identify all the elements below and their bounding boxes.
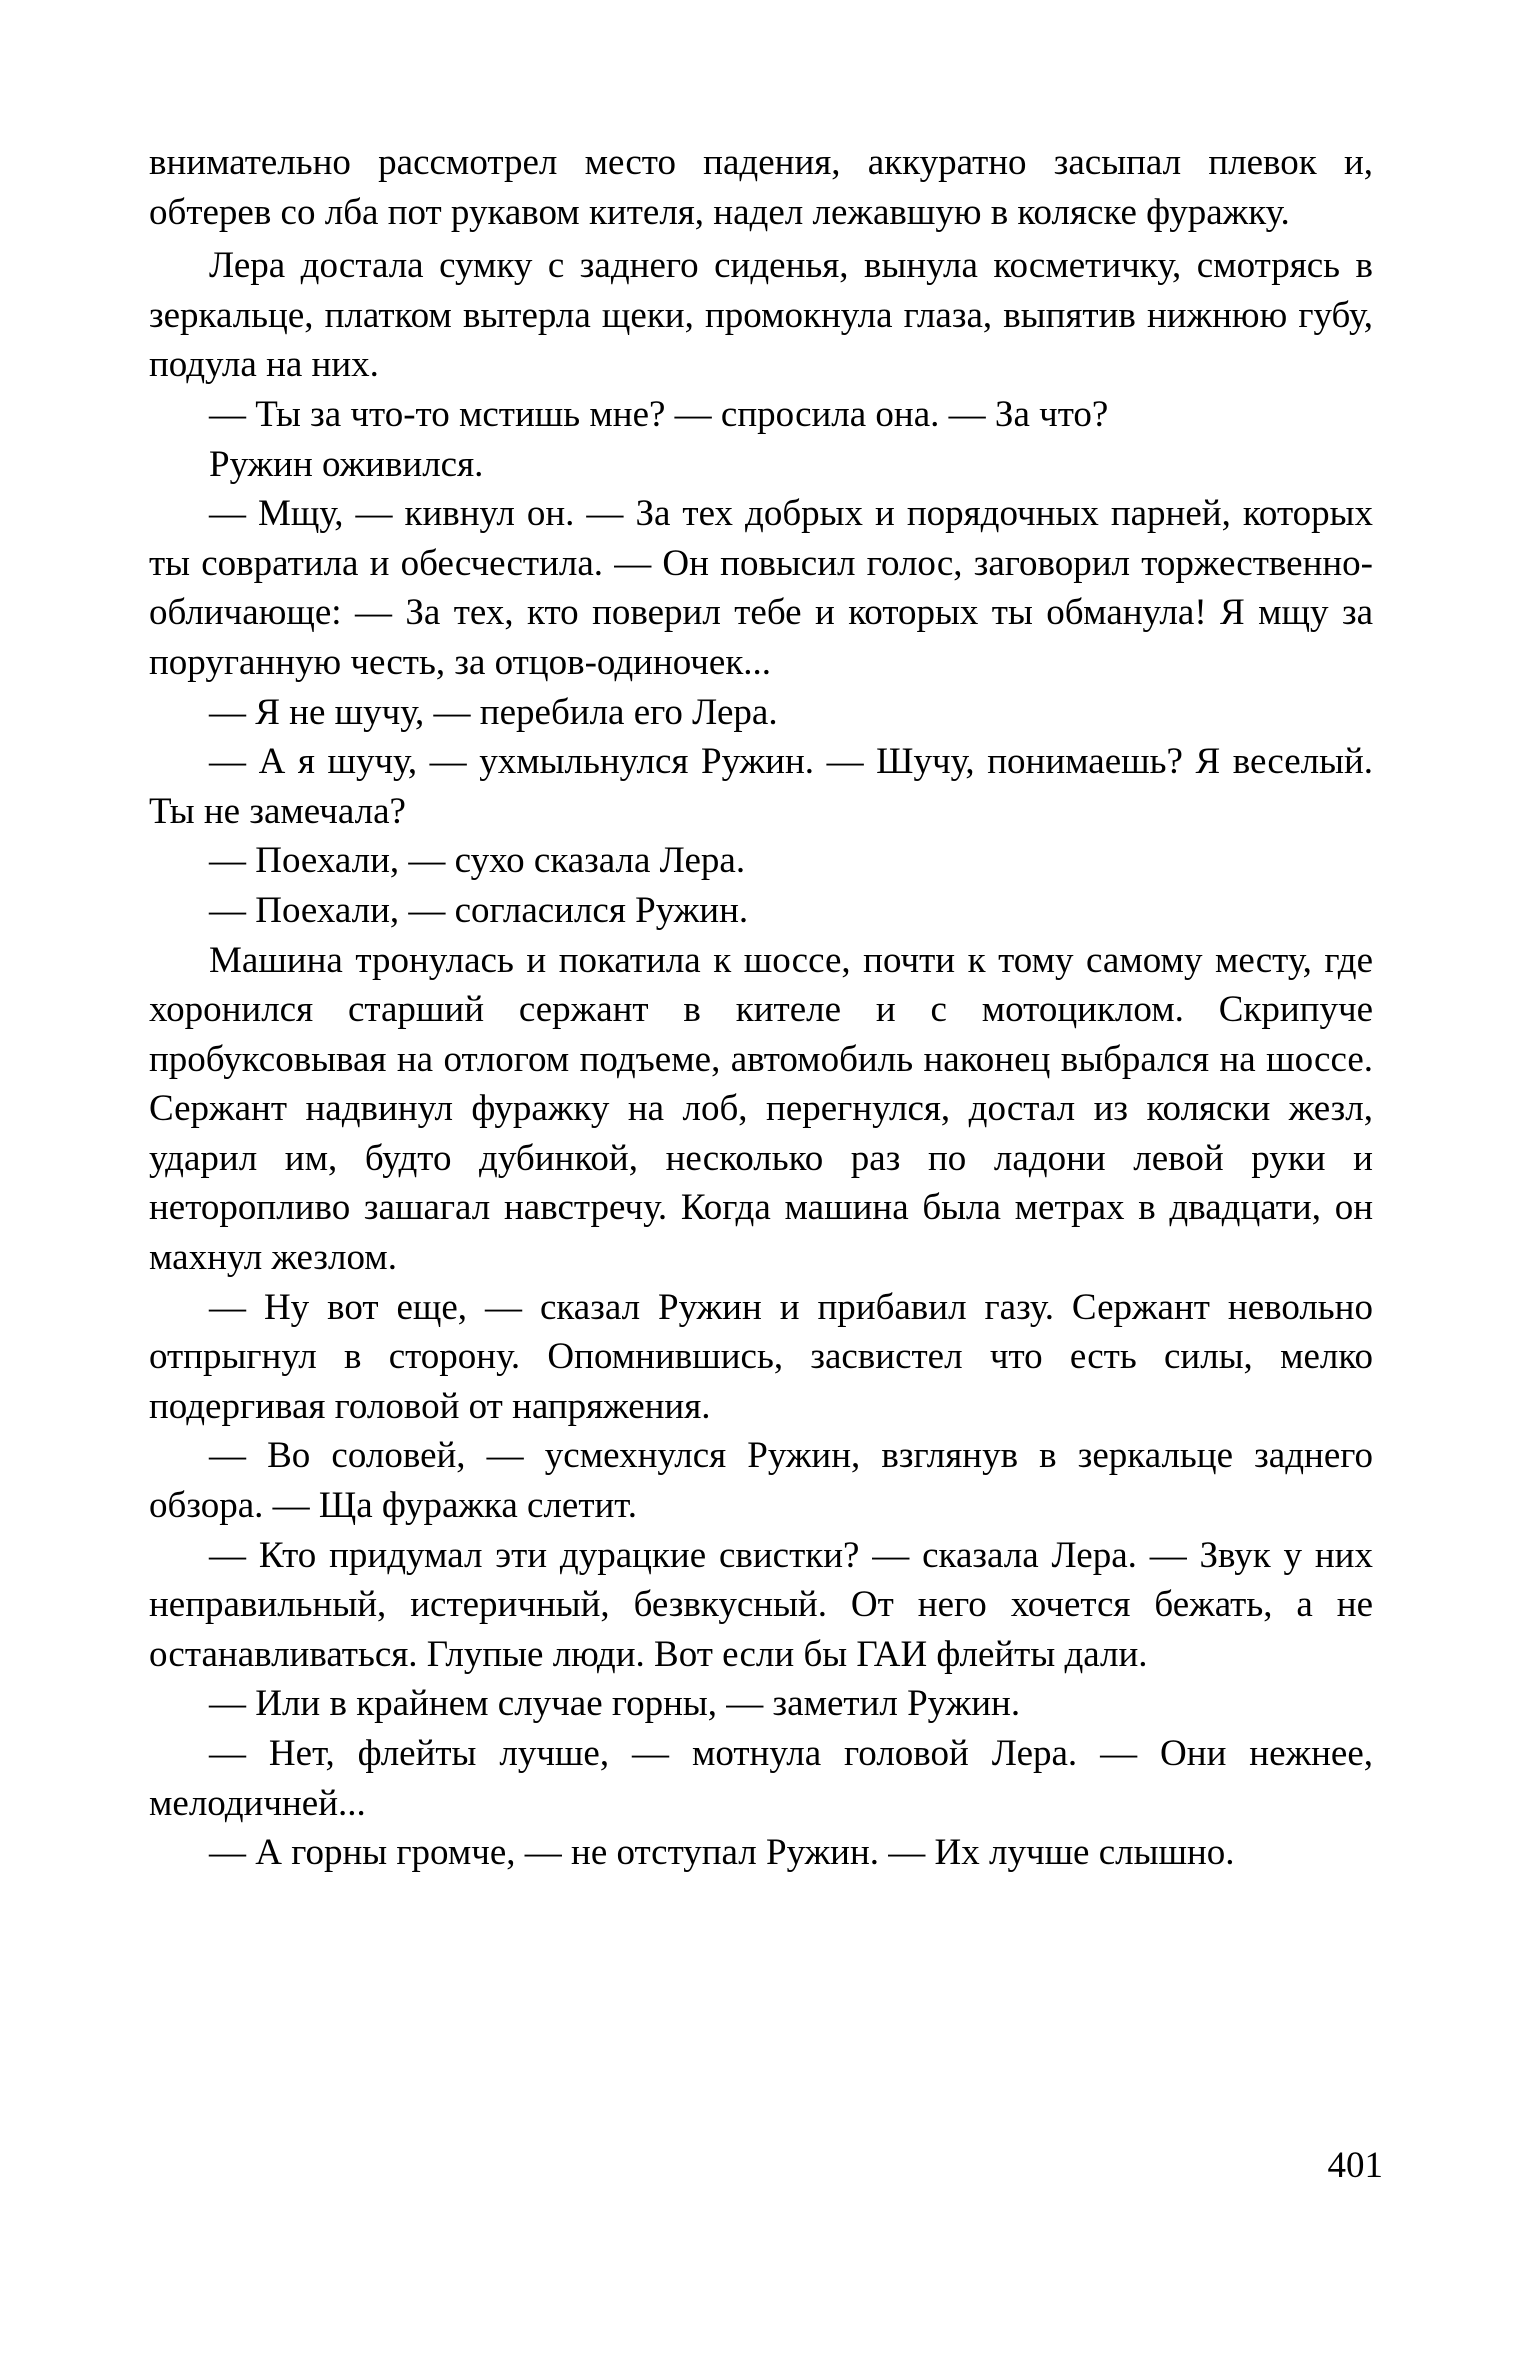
paragraph: Ружин оживился. <box>209 443 484 485</box>
paragraph: Лера достала сумку с заднего сиденья, вынула косметичку, смотрясь в зеркальце, платком вытерла щеки, промокнула глаза, выпятив нижнюю губу, подула на них. <box>149 245 1373 386</box>
paragraph: — Нет, флейты лучше, — мотнула головой Лера. — Они нежнее, мелодичней... <box>149 1733 1373 1824</box>
paragraph: — Я не шучу, — перебила его Лера. <box>209 691 778 733</box>
paragraph: — Кто придумал эти дурацкие свистки? — сказала Лера. — Звук у них неправильный, истеричный, безвкусный. От него хочется бежать, а не останавливаться. Глупые люди. Вот если бы ГАИ флейты дали. <box>149 1534 1373 1675</box>
body-text <box>149 138 1373 1878</box>
paragraph: — А я шучу, — ухмыльнулся Ружин. — Шучу, понимаешь? Я веселый. Ты не замечала? <box>149 741 1373 832</box>
paragraph: — Поехали, — сухо сказала Лера. <box>209 840 746 882</box>
paragraph: — Мщу, — кивнул он. — За тех добрых и порядочных парней, которых ты совратила и обесчестила. — Он повысил голос, заговорил торжественно-обличающе: — За тех, кто поверил тебе и которых ты обманула! Я мщу за поруганную честь, за отцов-одиночек... <box>149 493 1373 683</box>
paragraph: внимательно рассмотрел место падения, аккуратно засыпал плевок и, обтерев со лба пот рукавом кителя, надел лежавшую в коляске фуражку. <box>149 142 1373 233</box>
page-number: 401 <box>1327 2145 1383 2186</box>
paragraph: — Ну вот еще, — сказал Ружин и прибавил газу. Сержант невольно отпрыгнул в сторону. Опомнившись, засвистел что есть силы, мелко подергивая головой от напряжения. <box>149 1286 1373 1427</box>
paragraph: — Во соловей, — усмехнулся Ружин, взглянув в зеркальце заднего обзора. — Ща фуражка слетит. <box>149 1435 1373 1527</box>
paragraph: — А горны громче, — не отступал Ружин. — Их лучше слышно. <box>209 1832 1235 1874</box>
paragraph: Машина тронулась и покатила к шоссе, почти к тому самому месту, где хоронился старший сержант в кителе и с мотоциклом. Скрипуче пробуксовывая на отлогом подъеме, автомобиль наконец выбрался на шоссе. Сержант надвинул фуражку на лоб, перегнулся, достал из коляски жезл, ударил им, будто дубинкой, несколько раз по ладони левой руки и неторопливо зашагал навстречу. Когда машина была метрах в двадцати, он махнул жезлом. <box>149 939 1373 1279</box>
paragraph: — Поехали, — согласился Ружин. <box>209 889 749 931</box>
paragraph: — Или в крайнем случае горны, — заметил Ружин. <box>209 1683 1021 1725</box>
paragraph: — Ты за что-то мстишь мне? — спросила она. — За что? <box>209 393 1109 435</box>
